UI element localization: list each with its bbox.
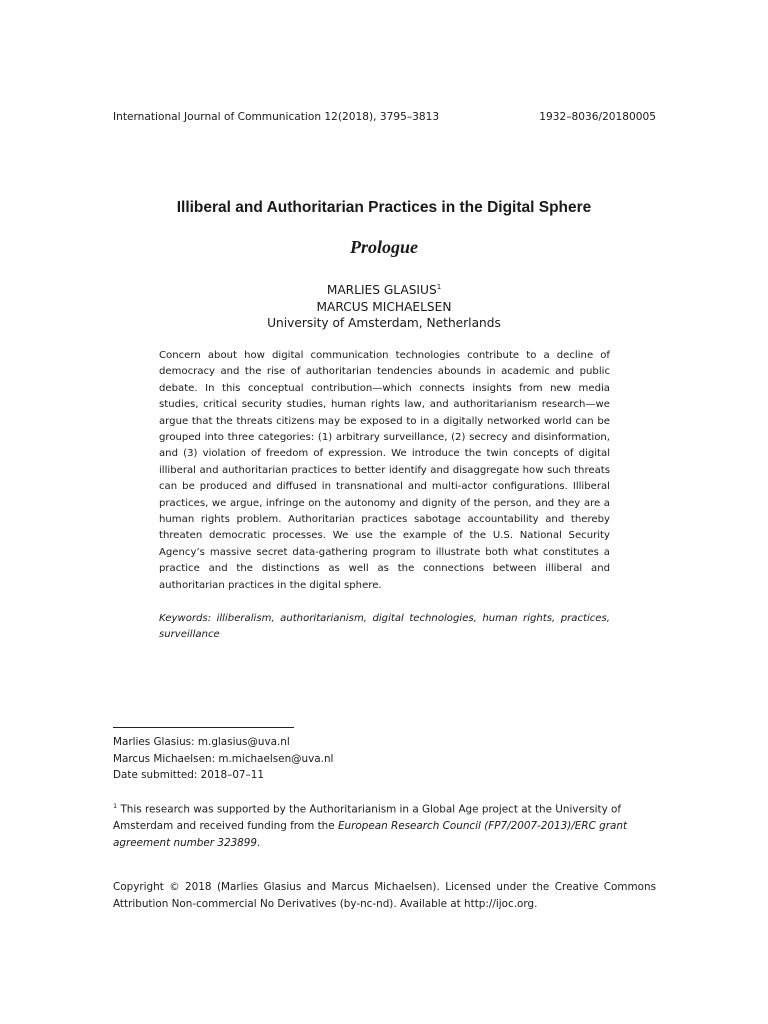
author-block	[0, 279, 768, 332]
keywords: Keywords: illiberalism, authoritarianism, digital technologies, human rights, practices, surveillance	[159, 613, 610, 641]
footnote-end: .	[257, 837, 261, 850]
journal-citation: International Journal of Communication 12(2018), 3795–3813	[113, 111, 440, 123]
author-2: MARCUS MICHAELSEN	[316, 299, 452, 314]
issn: 1932–8036/20180005	[539, 111, 656, 123]
running-header	[113, 111, 656, 123]
copyright-notice: Copyright © 2018 (Marlies Glasius and Marcus Michaelsen). Licensed under the Creative Commons Attribution Non-commercial No Derivatives (by-nc-nd). Available at http://ijoc.org.	[113, 881, 656, 910]
article-title: Illiberal and Authoritarian Practices in the Digital Sphere	[176, 199, 592, 216]
abstract: Concern about how digital communication technologies contribute to a decline of democracy and the rise of authoritarian tendencies abounds in academic and public debate. In this conceptual contribution—which connects insights from new media studies, critical security studies, human rights law, and authoritarianism research—we argue that the threats citizens may be exposed to in a digitally networked world can be grouped into three categories: (1) arbitrary surveillance, (2) secrecy and disinformation, and (3) violation of freedom of expression. We introduce the twin concepts of digital illiberal and authoritarian practices to better identify and disaggregate how such threats can be produced and diffused in transnational and multi-actor configurations. Illiberal practices, we argue, infringe on the autonomy and dignity of the person, and they are a human rights problem. Authoritarian practices sabotage accountability and thereby threaten democratic processes. We use the example of the U.S. National Security Agency’s massive secret data-gathering program to illustrate both what constitutes a practice and the distinctions as well as the connections between illiberal and authoritarian practices in the digital sphere.	[159, 350, 610, 591]
footnote-text: This research was supported by the Authoritarianism in a Global Age project at the University of Amsterdam and received funding from the	[113, 803, 622, 833]
author-1-name: MARLIES GLASIUS	[326, 283, 437, 298]
footnote-1	[113, 798, 656, 852]
footnote-mark: 1	[113, 802, 118, 810]
author-1-footnote-mark: 1	[436, 283, 442, 291]
date-submitted: Date submitted: 2018–07–11	[113, 769, 264, 781]
contact-michaelsen: Marcus Michaelsen: m.michaelsen@uva.nl	[113, 752, 334, 765]
footnote-separator	[113, 727, 294, 728]
affiliation: University of Amsterdam, Netherlands	[267, 316, 501, 331]
article-subtitle: Prologue	[349, 237, 418, 257]
author-contacts	[113, 734, 333, 784]
footnote-grant: European Research Council (FP7/2007-2013)/ERC grant agreement number 323899	[113, 820, 628, 850]
contact-glasius: Marlies Glasius: m.glasius@uva.nl	[113, 736, 290, 748]
author-1	[0, 279, 768, 299]
